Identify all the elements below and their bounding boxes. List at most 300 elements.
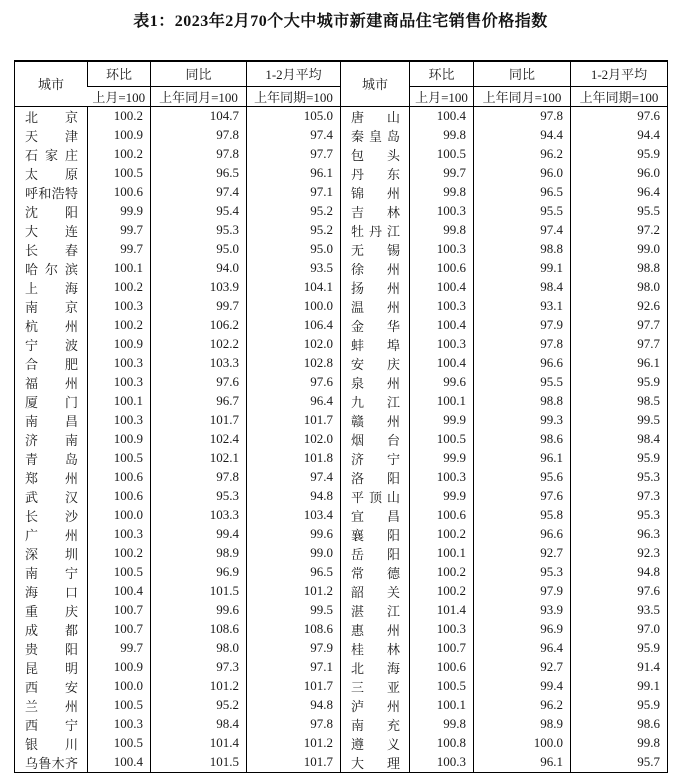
yoy-index-cell: 97.4 bbox=[474, 221, 571, 240]
yoy-index-cell: 97.8 bbox=[151, 126, 247, 145]
mom-index-cell: 99.7 bbox=[410, 164, 474, 183]
mom-index-cell: 100.6 bbox=[88, 487, 151, 506]
mom-index-cell: 100.5 bbox=[88, 449, 151, 468]
yoy-index-cell: 92.7 bbox=[474, 544, 571, 563]
header-mom-base-right: 上月=100 bbox=[410, 86, 474, 106]
yoy-index-cell: 93.9 bbox=[474, 601, 571, 620]
mom-index-cell: 99.7 bbox=[88, 639, 151, 658]
avg-index-cell: 99.6 bbox=[247, 525, 341, 544]
avg-index-cell: 97.7 bbox=[571, 335, 668, 354]
city-name-cell: 济宁 bbox=[341, 449, 410, 468]
yoy-index-cell: 98.9 bbox=[151, 544, 247, 563]
yoy-index-cell: 96.1 bbox=[474, 449, 571, 468]
yoy-index-cell: 103.3 bbox=[151, 506, 247, 525]
avg-index-cell: 97.7 bbox=[571, 316, 668, 335]
mom-index-cell: 99.9 bbox=[410, 487, 474, 506]
mom-index-cell: 100.2 bbox=[410, 582, 474, 601]
city-name-cell: 沈阳 bbox=[25, 204, 78, 220]
yoy-index-cell: 97.8 bbox=[151, 468, 247, 487]
yoy-index-cell: 97.8 bbox=[474, 335, 571, 354]
city-name-cell: 长沙 bbox=[25, 508, 78, 524]
yoy-index-cell: 101.7 bbox=[151, 411, 247, 430]
yoy-index-cell: 95.6 bbox=[474, 468, 571, 487]
city-name-cell: 岳阳 bbox=[341, 544, 410, 563]
city-name-cell: 大理 bbox=[341, 753, 410, 773]
mom-index-cell: 100.3 bbox=[410, 468, 474, 487]
avg-index-cell: 96.1 bbox=[247, 164, 341, 183]
city-name-cell: 徐州 bbox=[341, 259, 410, 278]
city-name-cell: 重庆 bbox=[25, 603, 78, 619]
city-name-cell: 杭州 bbox=[25, 318, 78, 334]
city-name-cell: 广州 bbox=[25, 527, 78, 543]
avg-index-cell: 102.0 bbox=[247, 335, 341, 354]
avg-index-cell: 95.9 bbox=[571, 145, 668, 164]
yoy-index-cell: 95.4 bbox=[151, 202, 247, 221]
city-name-cell: 宜昌 bbox=[341, 506, 410, 525]
mom-index-cell: 100.5 bbox=[88, 696, 151, 715]
yoy-index-cell: 96.6 bbox=[474, 525, 571, 544]
table-row bbox=[15, 544, 668, 563]
city-name-cell: 福州 bbox=[25, 375, 78, 391]
avg-index-cell: 97.6 bbox=[571, 582, 668, 601]
mom-index-cell: 100.3 bbox=[410, 202, 474, 221]
city-name-cell: 锦州 bbox=[341, 183, 410, 202]
avg-index-cell: 97.2 bbox=[571, 221, 668, 240]
mom-index-cell: 100.7 bbox=[88, 620, 151, 639]
mom-index-cell: 100.3 bbox=[410, 297, 474, 316]
header-city-left: 城市 bbox=[15, 61, 88, 106]
mom-index-cell: 100.4 bbox=[410, 278, 474, 297]
avg-index-cell: 99.8 bbox=[571, 734, 668, 753]
yoy-index-cell: 96.9 bbox=[151, 563, 247, 582]
mom-index-cell: 100.2 bbox=[410, 563, 474, 582]
mom-index-cell: 100.6 bbox=[410, 506, 474, 525]
city-name-cell: 石家庄 bbox=[25, 147, 78, 163]
mom-index-cell: 101.4 bbox=[410, 601, 474, 620]
yoy-index-cell: 96.1 bbox=[474, 753, 571, 773]
yoy-index-cell: 95.3 bbox=[151, 487, 247, 506]
header-city-right: 城市 bbox=[341, 61, 410, 106]
yoy-index-cell: 101.5 bbox=[151, 753, 247, 773]
yoy-index-cell: 97.3 bbox=[151, 658, 247, 677]
mom-index-cell: 99.8 bbox=[410, 715, 474, 734]
city-name-cell: 济南 bbox=[25, 432, 78, 448]
city-name-cell: 合肥 bbox=[25, 356, 78, 372]
mom-index-cell: 100.5 bbox=[410, 145, 474, 164]
city-name-cell: 金华 bbox=[341, 316, 410, 335]
yoy-index-cell: 95.5 bbox=[474, 373, 571, 392]
city-name-cell: 桂林 bbox=[341, 639, 410, 658]
yoy-index-cell: 95.5 bbox=[474, 202, 571, 221]
table-row bbox=[15, 373, 668, 392]
table-header bbox=[15, 61, 668, 106]
table-row bbox=[15, 658, 668, 677]
mom-index-cell: 100.1 bbox=[410, 544, 474, 563]
mom-index-cell: 100.6 bbox=[410, 658, 474, 677]
avg-index-cell: 97.1 bbox=[247, 658, 341, 677]
avg-index-cell: 97.8 bbox=[247, 715, 341, 734]
mom-index-cell: 99.8 bbox=[410, 183, 474, 202]
mom-index-cell: 99.8 bbox=[410, 221, 474, 240]
city-name-cell: 襄阳 bbox=[341, 525, 410, 544]
avg-index-cell: 97.4 bbox=[247, 126, 341, 145]
table-row bbox=[15, 715, 668, 734]
yoy-index-cell: 95.2 bbox=[151, 696, 247, 715]
yoy-index-cell: 92.7 bbox=[474, 658, 571, 677]
yoy-index-cell: 98.6 bbox=[474, 430, 571, 449]
mom-index-cell: 99.8 bbox=[410, 126, 474, 145]
table-row bbox=[15, 106, 668, 126]
yoy-index-cell: 98.4 bbox=[151, 715, 247, 734]
yoy-index-cell: 98.8 bbox=[474, 240, 571, 259]
table-row bbox=[15, 297, 668, 316]
mom-index-cell: 99.9 bbox=[410, 449, 474, 468]
city-name-cell: 温州 bbox=[341, 297, 410, 316]
mom-index-cell: 100.6 bbox=[88, 183, 151, 202]
avg-index-cell: 95.5 bbox=[571, 202, 668, 221]
city-name-cell: 南充 bbox=[341, 715, 410, 734]
mom-index-cell: 100.2 bbox=[88, 106, 151, 126]
yoy-index-cell: 96.0 bbox=[474, 164, 571, 183]
city-name-cell: 扬州 bbox=[341, 278, 410, 297]
yoy-index-cell: 103.3 bbox=[151, 354, 247, 373]
city-name-cell: 银川 bbox=[25, 736, 78, 752]
header-yoy-base-right: 上年同月=100 bbox=[474, 86, 571, 106]
city-name-cell: 厦门 bbox=[25, 394, 78, 410]
avg-index-cell: 98.8 bbox=[571, 259, 668, 278]
table-row bbox=[15, 354, 668, 373]
avg-index-cell: 98.5 bbox=[571, 392, 668, 411]
header-mom-base-left: 上月=100 bbox=[88, 86, 151, 106]
city-name-cell: 贵阳 bbox=[25, 641, 78, 657]
city-name-cell: 南京 bbox=[25, 299, 78, 315]
avg-index-cell: 95.9 bbox=[571, 373, 668, 392]
mom-index-cell: 100.4 bbox=[88, 753, 151, 773]
table-row bbox=[15, 468, 668, 487]
header-avg-left: 1-2月平均 bbox=[247, 61, 341, 86]
city-name-cell: 韶关 bbox=[341, 582, 410, 601]
city-name-cell: 长春 bbox=[25, 242, 78, 258]
yoy-index-cell: 96.5 bbox=[474, 183, 571, 202]
mom-index-cell: 100.5 bbox=[88, 734, 151, 753]
yoy-index-cell: 102.2 bbox=[151, 335, 247, 354]
city-name-cell: 南昌 bbox=[25, 413, 78, 429]
yoy-index-cell: 99.7 bbox=[151, 297, 247, 316]
avg-index-cell: 97.3 bbox=[571, 487, 668, 506]
mom-index-cell: 100.2 bbox=[88, 316, 151, 335]
city-name-cell: 三亚 bbox=[341, 677, 410, 696]
avg-index-cell: 105.0 bbox=[247, 106, 341, 126]
table-row bbox=[15, 316, 668, 335]
avg-index-cell: 98.0 bbox=[571, 278, 668, 297]
avg-index-cell: 94.8 bbox=[247, 696, 341, 715]
table-row bbox=[15, 259, 668, 278]
table-row bbox=[15, 620, 668, 639]
mom-index-cell: 100.0 bbox=[88, 677, 151, 696]
city-name-cell: 西宁 bbox=[25, 717, 78, 733]
mom-index-cell: 100.5 bbox=[410, 677, 474, 696]
mom-index-cell: 100.5 bbox=[410, 430, 474, 449]
table-row bbox=[15, 240, 668, 259]
yoy-index-cell: 96.2 bbox=[474, 696, 571, 715]
avg-index-cell: 97.6 bbox=[571, 106, 668, 126]
avg-index-cell: 92.3 bbox=[571, 544, 668, 563]
yoy-index-cell: 99.3 bbox=[474, 411, 571, 430]
avg-index-cell: 97.4 bbox=[247, 468, 341, 487]
header-yoy-left: 同比 bbox=[151, 61, 247, 86]
city-name-cell: 青岛 bbox=[25, 451, 78, 467]
avg-index-cell: 95.9 bbox=[571, 449, 668, 468]
mom-index-cell: 100.3 bbox=[410, 753, 474, 773]
yoy-index-cell: 103.9 bbox=[151, 278, 247, 297]
avg-index-cell: 97.1 bbox=[247, 183, 341, 202]
yoy-index-cell: 99.4 bbox=[474, 677, 571, 696]
avg-index-cell: 94.8 bbox=[247, 487, 341, 506]
yoy-index-cell: 102.4 bbox=[151, 430, 247, 449]
yoy-index-cell: 96.2 bbox=[474, 145, 571, 164]
city-name-cell: 上海 bbox=[25, 280, 78, 296]
table-row bbox=[15, 411, 668, 430]
mom-index-cell: 100.4 bbox=[410, 106, 474, 126]
city-name-cell: 无锡 bbox=[341, 240, 410, 259]
table-row bbox=[15, 145, 668, 164]
mom-index-cell: 100.2 bbox=[88, 544, 151, 563]
mom-index-cell: 99.9 bbox=[88, 202, 151, 221]
table-row bbox=[15, 734, 668, 753]
mom-index-cell: 100.2 bbox=[88, 278, 151, 297]
city-name-cell: 泉州 bbox=[341, 373, 410, 392]
table-row bbox=[15, 601, 668, 620]
city-name-cell: 湛江 bbox=[341, 601, 410, 620]
avg-index-cell: 97.9 bbox=[247, 639, 341, 658]
table-row bbox=[15, 392, 668, 411]
mom-index-cell: 100.3 bbox=[88, 354, 151, 373]
mom-index-cell: 100.4 bbox=[410, 354, 474, 373]
avg-index-cell: 96.4 bbox=[247, 392, 341, 411]
mom-index-cell: 100.3 bbox=[410, 620, 474, 639]
mom-index-cell: 100.4 bbox=[88, 582, 151, 601]
city-name-cell: 平顶山 bbox=[341, 487, 410, 506]
avg-index-cell: 99.0 bbox=[247, 544, 341, 563]
avg-index-cell: 98.6 bbox=[571, 715, 668, 734]
avg-index-cell: 95.2 bbox=[247, 221, 341, 240]
avg-index-cell: 101.7 bbox=[247, 411, 341, 430]
mom-index-cell: 100.3 bbox=[88, 373, 151, 392]
avg-index-cell: 91.4 bbox=[571, 658, 668, 677]
city-name-cell: 乌鲁木齐 bbox=[25, 755, 78, 771]
city-name-cell: 吉林 bbox=[341, 202, 410, 221]
avg-index-cell: 101.7 bbox=[247, 753, 341, 773]
mom-index-cell: 100.3 bbox=[88, 525, 151, 544]
avg-index-cell: 95.7 bbox=[571, 753, 668, 773]
yoy-index-cell: 97.8 bbox=[474, 106, 571, 126]
yoy-index-cell: 95.3 bbox=[474, 563, 571, 582]
table-row bbox=[15, 183, 668, 202]
table-row bbox=[15, 753, 668, 773]
mom-index-cell: 100.9 bbox=[88, 126, 151, 145]
mom-index-cell: 100.6 bbox=[410, 259, 474, 278]
avg-index-cell: 96.3 bbox=[571, 525, 668, 544]
avg-index-cell: 99.5 bbox=[247, 601, 341, 620]
price-index-table bbox=[14, 60, 668, 773]
city-name-cell: 惠州 bbox=[341, 620, 410, 639]
city-name-cell: 烟台 bbox=[341, 430, 410, 449]
avg-index-cell: 92.6 bbox=[571, 297, 668, 316]
avg-index-cell: 99.5 bbox=[571, 411, 668, 430]
avg-index-cell: 108.6 bbox=[247, 620, 341, 639]
mom-index-cell: 100.1 bbox=[410, 696, 474, 715]
header-mom-right: 环比 bbox=[410, 61, 474, 86]
yoy-index-cell: 95.8 bbox=[474, 506, 571, 525]
table-row bbox=[15, 278, 668, 297]
mom-index-cell: 99.6 bbox=[410, 373, 474, 392]
table-row bbox=[15, 639, 668, 658]
mom-index-cell: 100.6 bbox=[88, 468, 151, 487]
mom-index-cell: 100.2 bbox=[88, 145, 151, 164]
city-name-cell: 泸州 bbox=[341, 696, 410, 715]
avg-index-cell: 94.4 bbox=[571, 126, 668, 145]
yoy-index-cell: 96.6 bbox=[474, 354, 571, 373]
yoy-index-cell: 97.4 bbox=[151, 183, 247, 202]
avg-index-cell: 106.4 bbox=[247, 316, 341, 335]
city-name-cell: 赣州 bbox=[341, 411, 410, 430]
mom-index-cell: 100.9 bbox=[88, 430, 151, 449]
mom-index-cell: 100.5 bbox=[88, 164, 151, 183]
table-row bbox=[15, 487, 668, 506]
city-name-cell: 成都 bbox=[25, 622, 78, 638]
city-name-cell: 北京 bbox=[25, 109, 78, 125]
city-name-cell: 兰州 bbox=[25, 698, 78, 714]
yoy-index-cell: 99.4 bbox=[151, 525, 247, 544]
avg-index-cell: 95.2 bbox=[247, 202, 341, 221]
avg-index-cell: 102.0 bbox=[247, 430, 341, 449]
mom-index-cell: 100.9 bbox=[88, 658, 151, 677]
city-name-cell: 洛阳 bbox=[341, 468, 410, 487]
yoy-index-cell: 97.8 bbox=[151, 145, 247, 164]
mom-index-cell: 100.1 bbox=[410, 392, 474, 411]
city-name-cell: 昆明 bbox=[25, 660, 78, 676]
yoy-index-cell: 95.0 bbox=[151, 240, 247, 259]
avg-index-cell: 101.2 bbox=[247, 734, 341, 753]
mom-index-cell: 100.9 bbox=[88, 335, 151, 354]
avg-index-cell: 96.1 bbox=[571, 354, 668, 373]
avg-index-cell: 100.0 bbox=[247, 297, 341, 316]
city-name-cell: 哈尔滨 bbox=[25, 261, 78, 277]
avg-index-cell: 103.4 bbox=[247, 506, 341, 525]
mom-index-cell: 100.5 bbox=[88, 563, 151, 582]
yoy-index-cell: 98.9 bbox=[474, 715, 571, 734]
mom-index-cell: 100.3 bbox=[88, 297, 151, 316]
avg-index-cell: 95.0 bbox=[247, 240, 341, 259]
yoy-index-cell: 97.6 bbox=[474, 487, 571, 506]
yoy-index-cell: 98.0 bbox=[151, 639, 247, 658]
city-name-cell: 大连 bbox=[25, 223, 78, 239]
city-name-cell: 秦皇岛 bbox=[341, 126, 410, 145]
table-row bbox=[15, 696, 668, 715]
yoy-index-cell: 106.2 bbox=[151, 316, 247, 335]
avg-index-cell: 96.5 bbox=[247, 563, 341, 582]
header-avg-right: 1-2月平均 bbox=[571, 61, 668, 86]
table-row bbox=[15, 335, 668, 354]
table-row bbox=[15, 677, 668, 696]
city-name-cell: 遵义 bbox=[341, 734, 410, 753]
avg-index-cell: 101.2 bbox=[247, 582, 341, 601]
city-name-cell: 牡丹江 bbox=[341, 221, 410, 240]
yoy-index-cell: 94.4 bbox=[474, 126, 571, 145]
yoy-index-cell: 98.4 bbox=[474, 278, 571, 297]
table-row bbox=[15, 126, 668, 145]
avg-index-cell: 104.1 bbox=[247, 278, 341, 297]
city-name-cell: 南宁 bbox=[25, 565, 78, 581]
header-yoy-base-left: 上年同月=100 bbox=[151, 86, 247, 106]
avg-index-cell: 95.9 bbox=[571, 639, 668, 658]
city-name-cell: 唐山 bbox=[341, 106, 410, 126]
mom-index-cell: 100.4 bbox=[410, 316, 474, 335]
yoy-index-cell: 96.7 bbox=[151, 392, 247, 411]
yoy-index-cell: 100.0 bbox=[474, 734, 571, 753]
yoy-index-cell: 97.6 bbox=[151, 373, 247, 392]
avg-index-cell: 101.8 bbox=[247, 449, 341, 468]
table-row bbox=[15, 202, 668, 221]
city-name-cell: 深圳 bbox=[25, 546, 78, 562]
table-row bbox=[15, 221, 668, 240]
yoy-index-cell: 96.4 bbox=[474, 639, 571, 658]
yoy-index-cell: 96.9 bbox=[474, 620, 571, 639]
yoy-index-cell: 97.9 bbox=[474, 582, 571, 601]
yoy-index-cell: 93.1 bbox=[474, 297, 571, 316]
mom-index-cell: 100.3 bbox=[88, 715, 151, 734]
table-row bbox=[15, 506, 668, 525]
mom-index-cell: 100.0 bbox=[88, 506, 151, 525]
city-name-cell: 郑州 bbox=[25, 470, 78, 486]
header-yoy-right: 同比 bbox=[474, 61, 571, 86]
avg-index-cell: 97.0 bbox=[571, 620, 668, 639]
mom-index-cell: 100.1 bbox=[88, 392, 151, 411]
table-row bbox=[15, 563, 668, 582]
mom-index-cell: 100.2 bbox=[410, 525, 474, 544]
header-avg-base-right: 上年同期=100 bbox=[571, 86, 668, 106]
yoy-index-cell: 94.0 bbox=[151, 259, 247, 278]
mom-index-cell: 99.7 bbox=[88, 240, 151, 259]
mom-index-cell: 100.3 bbox=[410, 240, 474, 259]
yoy-index-cell: 102.1 bbox=[151, 449, 247, 468]
mom-index-cell: 100.3 bbox=[88, 411, 151, 430]
mom-index-cell: 100.1 bbox=[88, 259, 151, 278]
city-name-cell: 九江 bbox=[341, 392, 410, 411]
yoy-index-cell: 108.6 bbox=[151, 620, 247, 639]
mom-index-cell: 99.7 bbox=[88, 221, 151, 240]
yoy-index-cell: 99.1 bbox=[474, 259, 571, 278]
avg-index-cell: 96.4 bbox=[571, 183, 668, 202]
city-name-cell: 安庆 bbox=[341, 354, 410, 373]
yoy-index-cell: 101.5 bbox=[151, 582, 247, 601]
yoy-index-cell: 101.4 bbox=[151, 734, 247, 753]
yoy-index-cell: 101.2 bbox=[151, 677, 247, 696]
avg-index-cell: 95.3 bbox=[571, 506, 668, 525]
city-name-cell: 太原 bbox=[25, 166, 78, 182]
table-row bbox=[15, 525, 668, 544]
avg-index-cell: 93.5 bbox=[571, 601, 668, 620]
avg-index-cell: 98.4 bbox=[571, 430, 668, 449]
city-name-cell: 天津 bbox=[25, 128, 78, 144]
table-body bbox=[15, 106, 668, 773]
avg-index-cell: 93.5 bbox=[247, 259, 341, 278]
avg-index-cell: 95.3 bbox=[571, 468, 668, 487]
avg-index-cell: 101.7 bbox=[247, 677, 341, 696]
yoy-index-cell: 95.3 bbox=[151, 221, 247, 240]
avg-index-cell: 96.0 bbox=[571, 164, 668, 183]
avg-index-cell: 102.8 bbox=[247, 354, 341, 373]
